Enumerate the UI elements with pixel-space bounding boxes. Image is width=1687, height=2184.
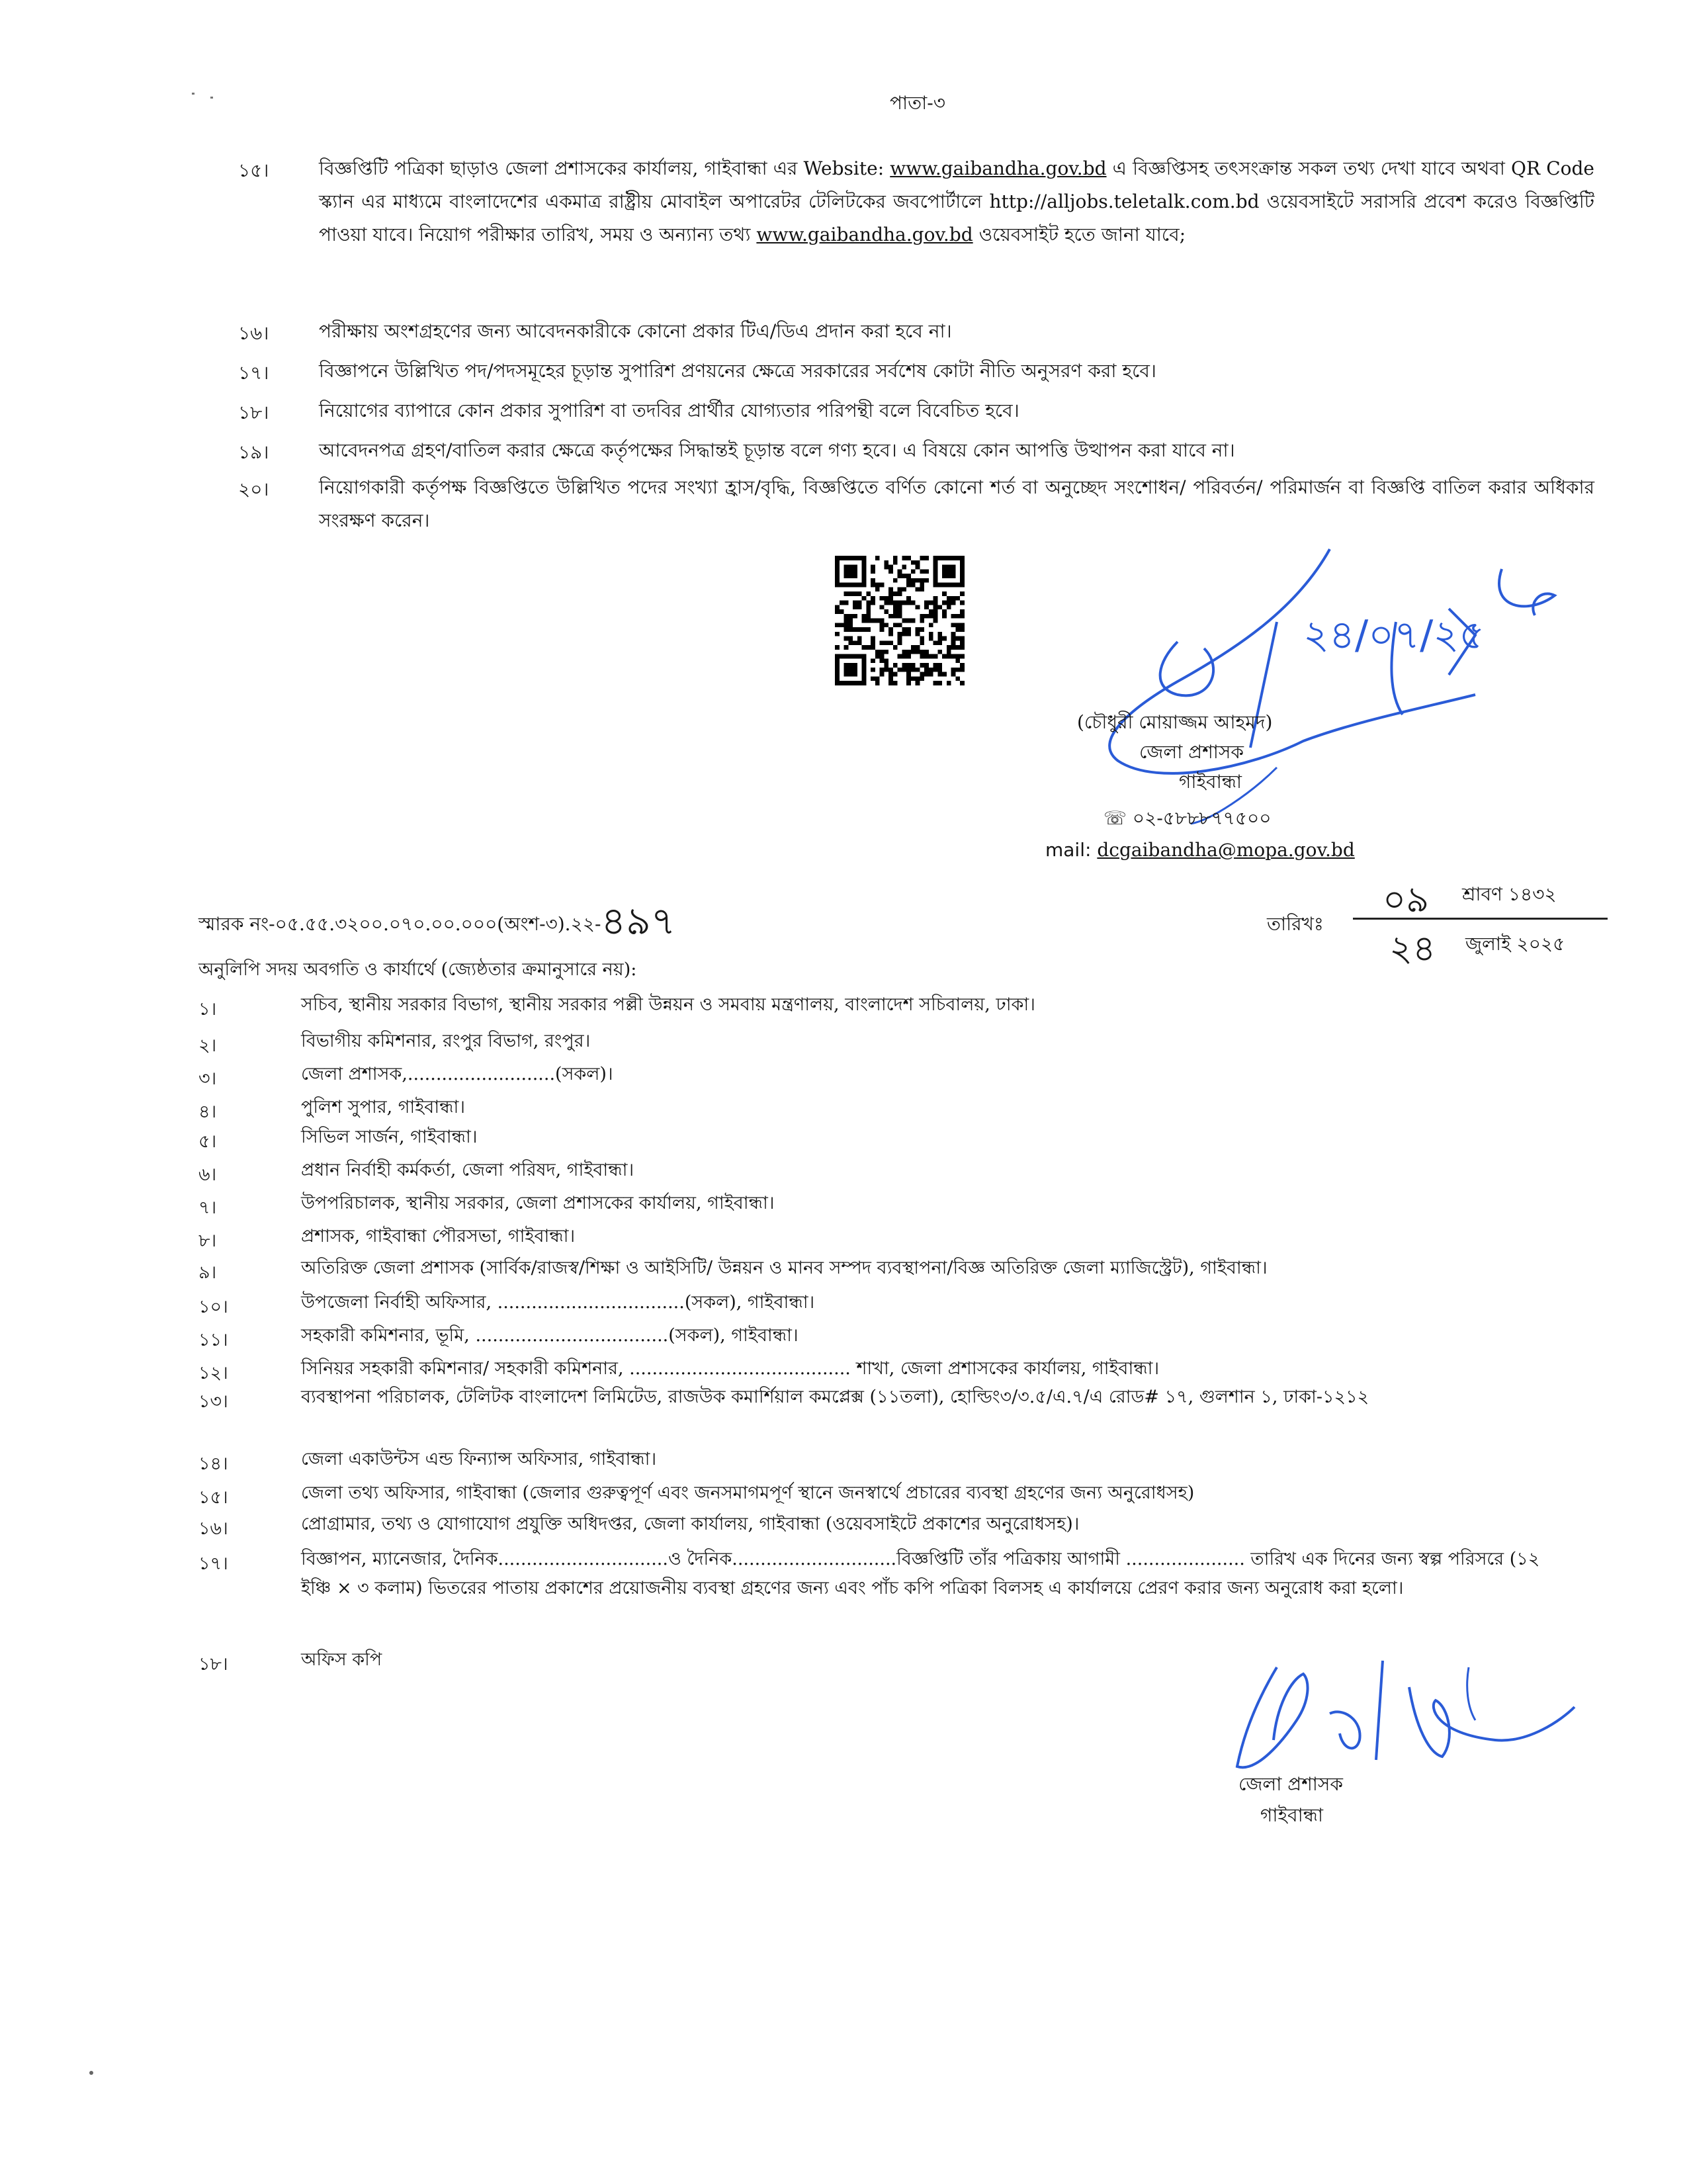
copy-recipient: জেলা তথ্য অফিসার, গাইবান্ধা (জেলার গুরুত্বপূর্ণ এবং জনসমাগমপূর্ণ স্থানে জনস্বার্থে প্রচারের ব্যবস্থা গ্রহণের জন্য অনুরোধসহ) <box>301 1483 1195 1503</box>
condition-text <box>319 434 1594 467</box>
condition-number: ১৮। <box>238 402 269 423</box>
copy-number: ৪। <box>198 1102 217 1122</box>
condition-number: ১৭। <box>238 362 269 384</box>
condition-text-part: নিয়োগের ব্যাপারে কোন প্রকার সুপারিশ বা তদবির প্রার্থীর যোগ্যতার পরিপন্থী বলে বিবেচিত হবে। <box>319 400 1019 421</box>
copy-number: ১৫। <box>198 1487 228 1508</box>
copy-recipient: বিজ্ঞাপন, ম্যানেজার, দৈনিক..............................ও দৈনিক.............................বিজ্ঞপ্তিটি তাঁর পত্রিকায় আগামী ..................... তারিখ এক দিনের জন্য স্বল্প পরিসরে (১২ ইঞ্চি × ৩ কলাম) ভিতরের পাতায় প্রকাশের প্রয়োজনীয় ব্যবস্থা গ্রহণের জন্য এবং পাঁচ কপি পত্রিকা বিলসহ এ কার্যালয়ে প্রেরণ করার জন্য অনুরোধ করা হলো। <box>301 1549 1540 1598</box>
website-link[interactable]: www.gaibandha.gov.bd <box>756 224 973 245</box>
condition-text-part: আবেদনপত্র গ্রহণ/বাতিল করার ক্ষেত্রে কর্তৃপক্ষের সিদ্ধান্তই চূড়ান্ত বলে গণ্য হবে। এ বিষয়ে কোন আপত্তি উত্থাপন করা যাবে না। <box>319 439 1235 461</box>
copy-recipient: প্রধান নির্বাহী কর্মকর্তা, জেলা পরিষদ, গাইবান্ধা। <box>301 1160 634 1180</box>
page-number: পাতা-৩ <box>890 92 945 114</box>
copy-number: ৬। <box>198 1164 217 1185</box>
qr-code-icon <box>835 556 965 685</box>
memo-handwritten-number: ৪৯৭ <box>601 898 676 943</box>
copy-recipient: সচিব, স্থানীয় সরকার বিভাগ, স্থানীয় সরকার পল্লী উন্নয়ন ও সমবায় মন্ত্রণালয়, বাংলাদেশ সচিবালয়, ঢাকা। <box>301 994 1035 1015</box>
copies-heading: অনুলিপি সদয় অবগতি ও কার্যার্থে (জ্যেষ্ঠতার ক্রমানুসারে নয়): <box>198 959 637 980</box>
condition-text-part: বিজ্ঞপ্তিটি পত্রিকা ছাড়াও জেলা প্রশাসকের কার্যালয়, গাইবান্ধা এর Website: <box>319 157 890 179</box>
copy-number: ৩। <box>198 1069 217 1089</box>
telephone-icon: ☏ <box>1103 807 1127 829</box>
copy-recipient: অফিস কপি <box>301 1649 382 1670</box>
date-label: তারিখঃ <box>1267 913 1324 935</box>
phone-number: ০২-৫৮৮৮৭৭৫০০ <box>1132 807 1272 829</box>
email-line <box>1045 839 1355 861</box>
condition-text-part: নিয়োগকারী কর্তৃপক্ষ বিজ্ঞপ্তিতে উল্লিখিত পদের সংখ্যা হ্রাস/বৃদ্ধি, বিজ্ঞপ্তিতে বর্ণিত কোনো শর্ত বা অনুচ্ছেদ সংশোধন/ পরিবর্তন/ পরিমার্জন বা বিজ্ঞপ্তি বাতিল করার অধিকার সংরক্ষণ করেন। <box>319 476 1594 531</box>
officer-name: (চৌধুরী মোয়াজ্জম আহমদ) <box>1077 711 1273 733</box>
scan-speck <box>192 93 195 95</box>
copy-recipient: ব্যবস্থাপনা পরিচালক, টেলিটক বাংলাদেশ লিমিটেড, রাজউক কমার্শিয়াল কমপ্লেক্স (১১তলা), হোল্ডিং৩/৩.৫/এ.৭/এ রোড# ১৭, গুলশান ১, ঢাকা-১২১২ <box>301 1387 1369 1407</box>
officer-designation: জেলা প্রশাসক <box>1139 741 1244 763</box>
copy-number: ৮। <box>198 1231 217 1251</box>
copy-recipient: সিভিল সার্জন, গাইবান্ধা। <box>301 1127 478 1147</box>
copy-recipient: সিনিয়র সহকারী কমিশনার/ সহকারী কমিশনার, ....................................... শাখা, জেলা প্রশাসকের কার্যালয়, গাইবান্ধা। <box>301 1358 1160 1379</box>
condition-text-part: পরীক্ষায় অংশগ্রহণের জন্য আবেদনকারীকে কোনো প্রকার টিএ/ডিএ প্রদান করা হবে না। <box>319 320 952 342</box>
email-link[interactable]: dcgaibandha@mopa.gov.bd <box>1097 839 1355 861</box>
copy-recipient: জেলা প্রশাসক,..........................(সকল)। <box>301 1064 613 1084</box>
bangla-month-year: শ্রাবণ ১৪৩২ <box>1462 883 1557 905</box>
copy-recipient: জেলা একাউন্টস এন্ড ফিন্যান্স অফিসার, গাইবান্ধা। <box>301 1449 657 1469</box>
copy-number: ১৮। <box>198 1654 228 1675</box>
english-month-year: জুলাই ২০২৫ <box>1465 933 1565 955</box>
signature-image <box>1078 529 1581 827</box>
condition-text <box>319 394 1594 427</box>
copy-number: ১১। <box>198 1330 228 1350</box>
condition-text <box>319 471 1594 537</box>
condition-text-part: এ বিজ্ঞপ্তিসহ তৎসংক্রান্ত সকল তথ্য দেখা যাবে অথবা QR Code স্ক্যান এর মাধ্যমে বাংলাদেশের একমাত্র রাষ্ট্রীয় মোবাইল অপারেটর টেলিটকের জবপোর্টালে http://alljobs.teletalk.com.bd ওয়েবসাইটে সরাসরি প্রবেশ করেও বিজ্ঞপ্তিটি পাওয়া যাবে। নিয়োগ পরীক্ষার তারিখ, সময় ও অন্যান্য তথ্য <box>319 157 1594 245</box>
copy-recipient: সহকারী কমিশনার, ভূমি, ..................................(সকল), গাইবান্ধা। <box>301 1325 799 1346</box>
condition-text-part: ওয়েবসাইট হতে জানা যাবে; <box>973 224 1186 245</box>
copy-recipient: উপজেলা নির্বাহী অফিসার, .................................(সকল), গাইবান্ধা। <box>301 1292 815 1313</box>
condition-text-part: বিজ্ঞাপনে উল্লিখিত পদ/পদসমূহের চূড়ান্ত সুপারিশ প্রণয়নের ক্ষেত্রে সরকারের সর্বশেষ কোটা নীতি অনুসরণ করা হবে। <box>319 360 1156 382</box>
mail-label: mail: <box>1045 839 1092 861</box>
bangla-day: ০৯ <box>1383 879 1430 920</box>
english-day: ২৪ <box>1389 928 1436 969</box>
condition-text <box>319 315 1594 348</box>
condition-text <box>319 152 1594 251</box>
bottom-signature-image <box>1217 1641 1588 1786</box>
copy-recipient: অতিরিক্ত জেলা প্রশাসক (সার্বিক/রাজস্ব/শিক্ষা ও আইসিটি/ উন্নয়ন ও মানব সম্পদ ব্যবস্থাপনা/বিজ্ঞ অতিরিক্ত জেলা ম্যাজিস্ট্রেট), গাইবান্ধা। <box>301 1258 1268 1278</box>
copy-number: ৯। <box>198 1262 217 1283</box>
condition-number: ১৬। <box>238 322 269 344</box>
scan-speck <box>210 97 213 99</box>
copy-number: ৫। <box>198 1131 217 1152</box>
condition-number: ২০। <box>238 478 269 500</box>
scan-speck <box>89 2071 93 2075</box>
copy-number: ১৩। <box>198 1391 228 1412</box>
copy-number: ১৭। <box>198 1553 228 1574</box>
copy-number: ১২। <box>198 1363 228 1383</box>
copy-recipient: প্রশাসক, গাইবান্ধা পৌরসভা, গাইবান্ধা। <box>301 1226 576 1246</box>
condition-number: ১৯। <box>238 441 269 463</box>
date-divider <box>1353 918 1608 920</box>
copy-number: ২। <box>198 1035 217 1056</box>
condition-number: ১৫। <box>238 159 269 181</box>
copy-number: ৭। <box>198 1198 217 1218</box>
copy-number: ১০। <box>198 1297 228 1317</box>
copy-number: ১৬। <box>198 1518 228 1539</box>
memo-number-line <box>198 888 675 952</box>
phone-line <box>1103 804 1271 835</box>
signature-date: ২৪/০৭/২৫ <box>1303 612 1485 658</box>
copy-recipient: বিভাগীয় কমিশনার, রংপুর বিভাগ, রংপুর। <box>301 1031 591 1051</box>
copy-recipient: পুলিশ সুপার, গাইবান্ধা। <box>301 1097 466 1117</box>
bottom-district: গাইবান্ধা <box>1260 1804 1324 1826</box>
officer-district: গাইবান্ধা <box>1179 771 1242 793</box>
memo-prefix: স্মারক নং-০৫.৫৫.৩২০০.০৭০.০০.০০০(অংশ-৩).২২- <box>198 913 601 935</box>
copy-number: ১। <box>198 999 217 1020</box>
copy-recipient: প্রোগ্রামার, তথ্য ও যোগাযোগ প্রযুক্তি অধিদপ্তর, জেলা কার্যালয়, গাইবান্ধা (ওয়েবসাইটে প্রকাশের অনুরোধসহ)। <box>301 1514 1080 1534</box>
condition-text <box>319 355 1594 388</box>
bottom-designation: জেলা প্রশাসক <box>1238 1773 1343 1795</box>
copy-number: ১৪। <box>198 1454 228 1474</box>
copy-recipient: উপপরিচালক, স্থানীয় সরকার, জেলা প্রশাসকের কার্যালয়, গাইবান্ধা। <box>301 1193 775 1213</box>
website-link[interactable]: www.gaibandha.gov.bd <box>890 157 1107 179</box>
